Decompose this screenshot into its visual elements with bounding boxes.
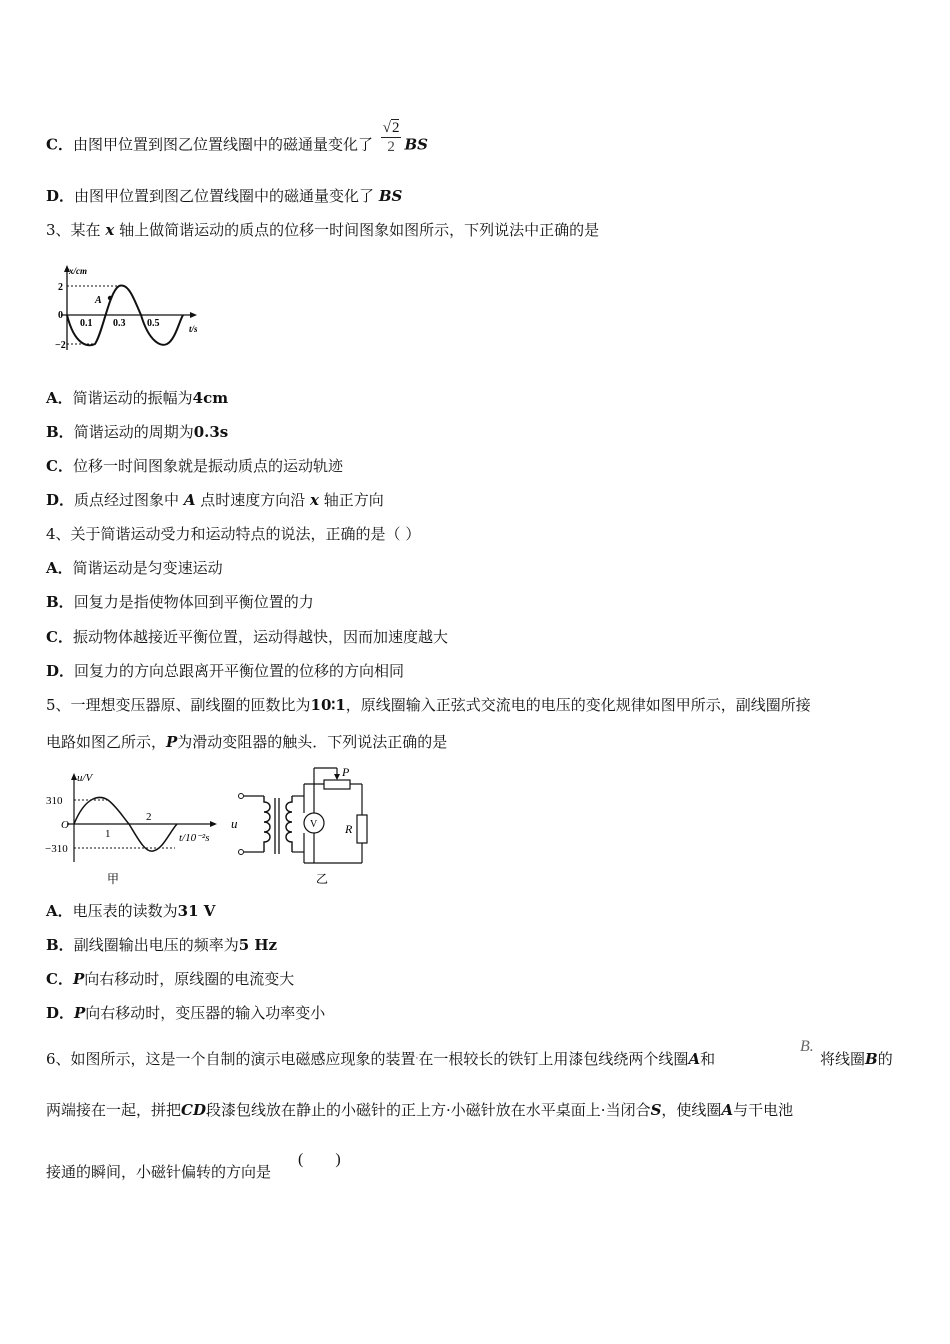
- y-min-label: −2: [55, 340, 66, 351]
- option-text: 简谐运动是匀变速运动: [72, 559, 223, 577]
- q4-option-c: [46, 627, 448, 647]
- option-text: 回复力是指使物体回到平衡位置的力: [73, 593, 314, 611]
- y-min-label: −310: [45, 843, 68, 855]
- stem-text: 与干电池: [733, 1101, 794, 1119]
- option-key: C．: [46, 628, 73, 646]
- stem-text: ，原线圈输入正弦式交流电的电压的变化规律如图甲所示，副线圈所接: [345, 696, 811, 714]
- u-label: u: [231, 816, 238, 831]
- option-key: C．: [46, 970, 73, 988]
- figure-caption: 甲: [107, 872, 120, 886]
- slider-resistor: [324, 780, 350, 789]
- q5-option-c: [46, 969, 294, 989]
- option-variable: A: [183, 491, 196, 509]
- stem-variable: x: [105, 221, 115, 239]
- option-text: 位移一时间图象就是振动质点的运动轨迹: [72, 457, 343, 475]
- figure-caption: 乙: [316, 872, 329, 886]
- option-key: B．: [46, 423, 74, 441]
- stem-variable: P: [166, 733, 178, 751]
- stem-variable: CD: [181, 1101, 206, 1119]
- point-a-label: A: [95, 295, 102, 306]
- stem-text: 电路如图乙所示，: [46, 733, 167, 751]
- q2-option-c: [46, 120, 428, 164]
- q6-line1: 6、如图所示，这是一个自制的演示电磁感应现象的装置·在一根较长的铁钉上用漆包线绕两个线圈A和: [46, 1050, 716, 1068]
- stem-variable: B: [865, 1050, 878, 1068]
- stem-text: 和: [700, 1050, 716, 1068]
- q5-option-d: [46, 1003, 325, 1023]
- stem-text: 当闭合: [605, 1101, 651, 1119]
- y-max-label: 310: [46, 795, 63, 807]
- q6-line3: [46, 1162, 271, 1182]
- fraction-sqrt2-over-2: $\frac{√2}{2}$: [382, 120, 400, 155]
- fraction-numerator: 2: [391, 120, 400, 136]
- option-text: 质点经过图象中: [74, 491, 180, 509]
- option-tail: BS: [378, 187, 403, 205]
- q5-option-a: [46, 901, 215, 921]
- y-axis-label: u/V: [77, 772, 93, 784]
- option-variable: P: [72, 970, 85, 988]
- option-text: 点时速度方向沿: [200, 491, 306, 509]
- q4-option-b: [46, 592, 314, 612]
- turns-ratio: 10∶1: [310, 696, 346, 714]
- option-text: 副线圈输出电压的频率为: [73, 936, 239, 954]
- option-key: D．: [46, 491, 75, 509]
- tick-label: 0.3: [113, 318, 126, 329]
- floating-label: B.: [800, 1038, 814, 1055]
- y-max-label: 2: [58, 282, 63, 293]
- q5-voltage-waveform-jia: [45, 767, 220, 892]
- q3-option-a: [46, 388, 228, 408]
- q3-option-b: [46, 422, 228, 442]
- option-key: A．: [46, 389, 73, 407]
- option-key: D．: [46, 662, 75, 680]
- q5-stem-line2: [46, 732, 447, 752]
- option-value: 0.3s: [193, 423, 229, 441]
- stem-text: 在一根较长的铁钉上用漆包线绕两个线圈: [418, 1050, 689, 1068]
- stem-text: 3、某在: [46, 221, 101, 239]
- option-variable: P: [74, 1004, 86, 1022]
- option-key: C．: [46, 457, 73, 475]
- y-axis-label: x/cm: [69, 266, 87, 276]
- option-tail: BS: [404, 135, 428, 154]
- q4-stem: [46, 524, 420, 544]
- tick-label: 0.5: [147, 318, 160, 329]
- q3-option-d: [46, 490, 384, 510]
- option-text: 向右移动时，原线圈的电流变大: [84, 970, 295, 988]
- option-value: 5 Hz: [238, 936, 278, 954]
- q4-option-d: [46, 661, 404, 681]
- stem-text: 段漆包线放在静止的小磁针的正上方: [205, 1101, 446, 1119]
- q6-line1-end: [820, 1049, 893, 1069]
- stem-text: 将线圈: [820, 1050, 866, 1068]
- option-key: A．: [46, 902, 73, 920]
- slider-label: P: [342, 765, 350, 779]
- option-value: 31 V: [177, 902, 216, 920]
- voltmeter-label: V: [310, 819, 318, 830]
- option-text: 由图甲位置到图乙位置线圈中的磁通量变化了: [74, 187, 375, 205]
- stem-variable: A: [688, 1050, 701, 1068]
- option-key: A．: [46, 559, 73, 577]
- option-text: 轴正方向: [323, 491, 384, 509]
- answer-paren: ( ): [298, 1151, 341, 1168]
- stem-text: 轴上做简谐运动的质点的位移一时间图象如图所示，下列说法中正确的是: [119, 221, 600, 239]
- stem-text: 小磁针放在水平桌面上: [450, 1101, 601, 1119]
- origin-label: O: [61, 819, 69, 831]
- option-key: D．: [46, 1004, 75, 1022]
- tick-label: 0.1: [80, 318, 93, 329]
- stem-text: 5、一理想变压器原、副线圈的匝数比为: [46, 696, 311, 714]
- q5-circuit-yi: [228, 762, 373, 892]
- option-key: B．: [46, 936, 74, 954]
- point-a-marker: [108, 296, 112, 300]
- option-text: 简谐运动的周期为: [73, 423, 194, 441]
- tick-label: 2: [146, 811, 152, 823]
- x-axis-label: t/s: [189, 324, 198, 334]
- option-text: 电压表的读数为: [72, 902, 178, 920]
- q3-stem: [46, 220, 599, 240]
- stem-text: 为滑动变阻器的触头．下列说法正确的是: [177, 733, 448, 751]
- option-key: D．: [46, 187, 75, 205]
- option-key: B．: [46, 593, 74, 611]
- stem-text: 的: [877, 1050, 893, 1068]
- x-axis-label: t/10⁻²s: [179, 832, 210, 844]
- option-key: C．: [46, 135, 73, 154]
- option-text: 简谐运动的振幅为: [72, 389, 193, 407]
- stem-text: 4、关于简谐运动受力和运动特点的说法，正确的是（ ）: [46, 525, 421, 543]
- option-text: 振动物体越接近平衡位置，运动得越快，因而加速度越大: [72, 628, 448, 646]
- q6-floating-b: [800, 1037, 814, 1057]
- option-text: 向右移动时，变压器的输入功率变小: [85, 1004, 326, 1022]
- resistor-label: R: [345, 822, 353, 836]
- tick-label: 1: [105, 828, 111, 840]
- q2-option-d: [46, 186, 402, 206]
- stem-variable: S: [650, 1101, 662, 1119]
- stem-text: 两端接在一起，拼把: [46, 1101, 182, 1119]
- stem-variable: A: [721, 1101, 734, 1119]
- resistor-r: [357, 815, 367, 843]
- q3-displacement-time-graph: [55, 262, 200, 357]
- q6-answer-paren: [298, 1150, 341, 1170]
- option-value: 4cm: [192, 389, 229, 407]
- q5-option-b: [46, 935, 277, 955]
- origin-label: 0: [58, 310, 63, 321]
- fraction-denominator: 2: [387, 139, 395, 155]
- option-text: 由图甲位置到图乙位置线圈中的磁通量变化了: [72, 135, 373, 154]
- stem-text: 接通的瞬间，小磁针偏转的方向是: [46, 1163, 272, 1181]
- q5-stem-line1: [46, 695, 811, 715]
- q4-option-a: [46, 558, 223, 578]
- q6-line2: 两端接在一起，拼把CD段漆包线放在静止的小磁针的正上方·小磁针放在水平桌面上·当闭合S，使线圈A与干电池: [46, 1101, 794, 1119]
- option-variable: x: [310, 491, 319, 509]
- stem-text: ，使线圈: [661, 1101, 722, 1119]
- q3-option-c: [46, 456, 343, 476]
- stem-text: 6、如图所示，这是一个自制的演示电磁感应现象的装置: [46, 1050, 416, 1068]
- option-text: 回复力的方向总跟离开平衡位置的位移的方向相同: [74, 662, 405, 680]
